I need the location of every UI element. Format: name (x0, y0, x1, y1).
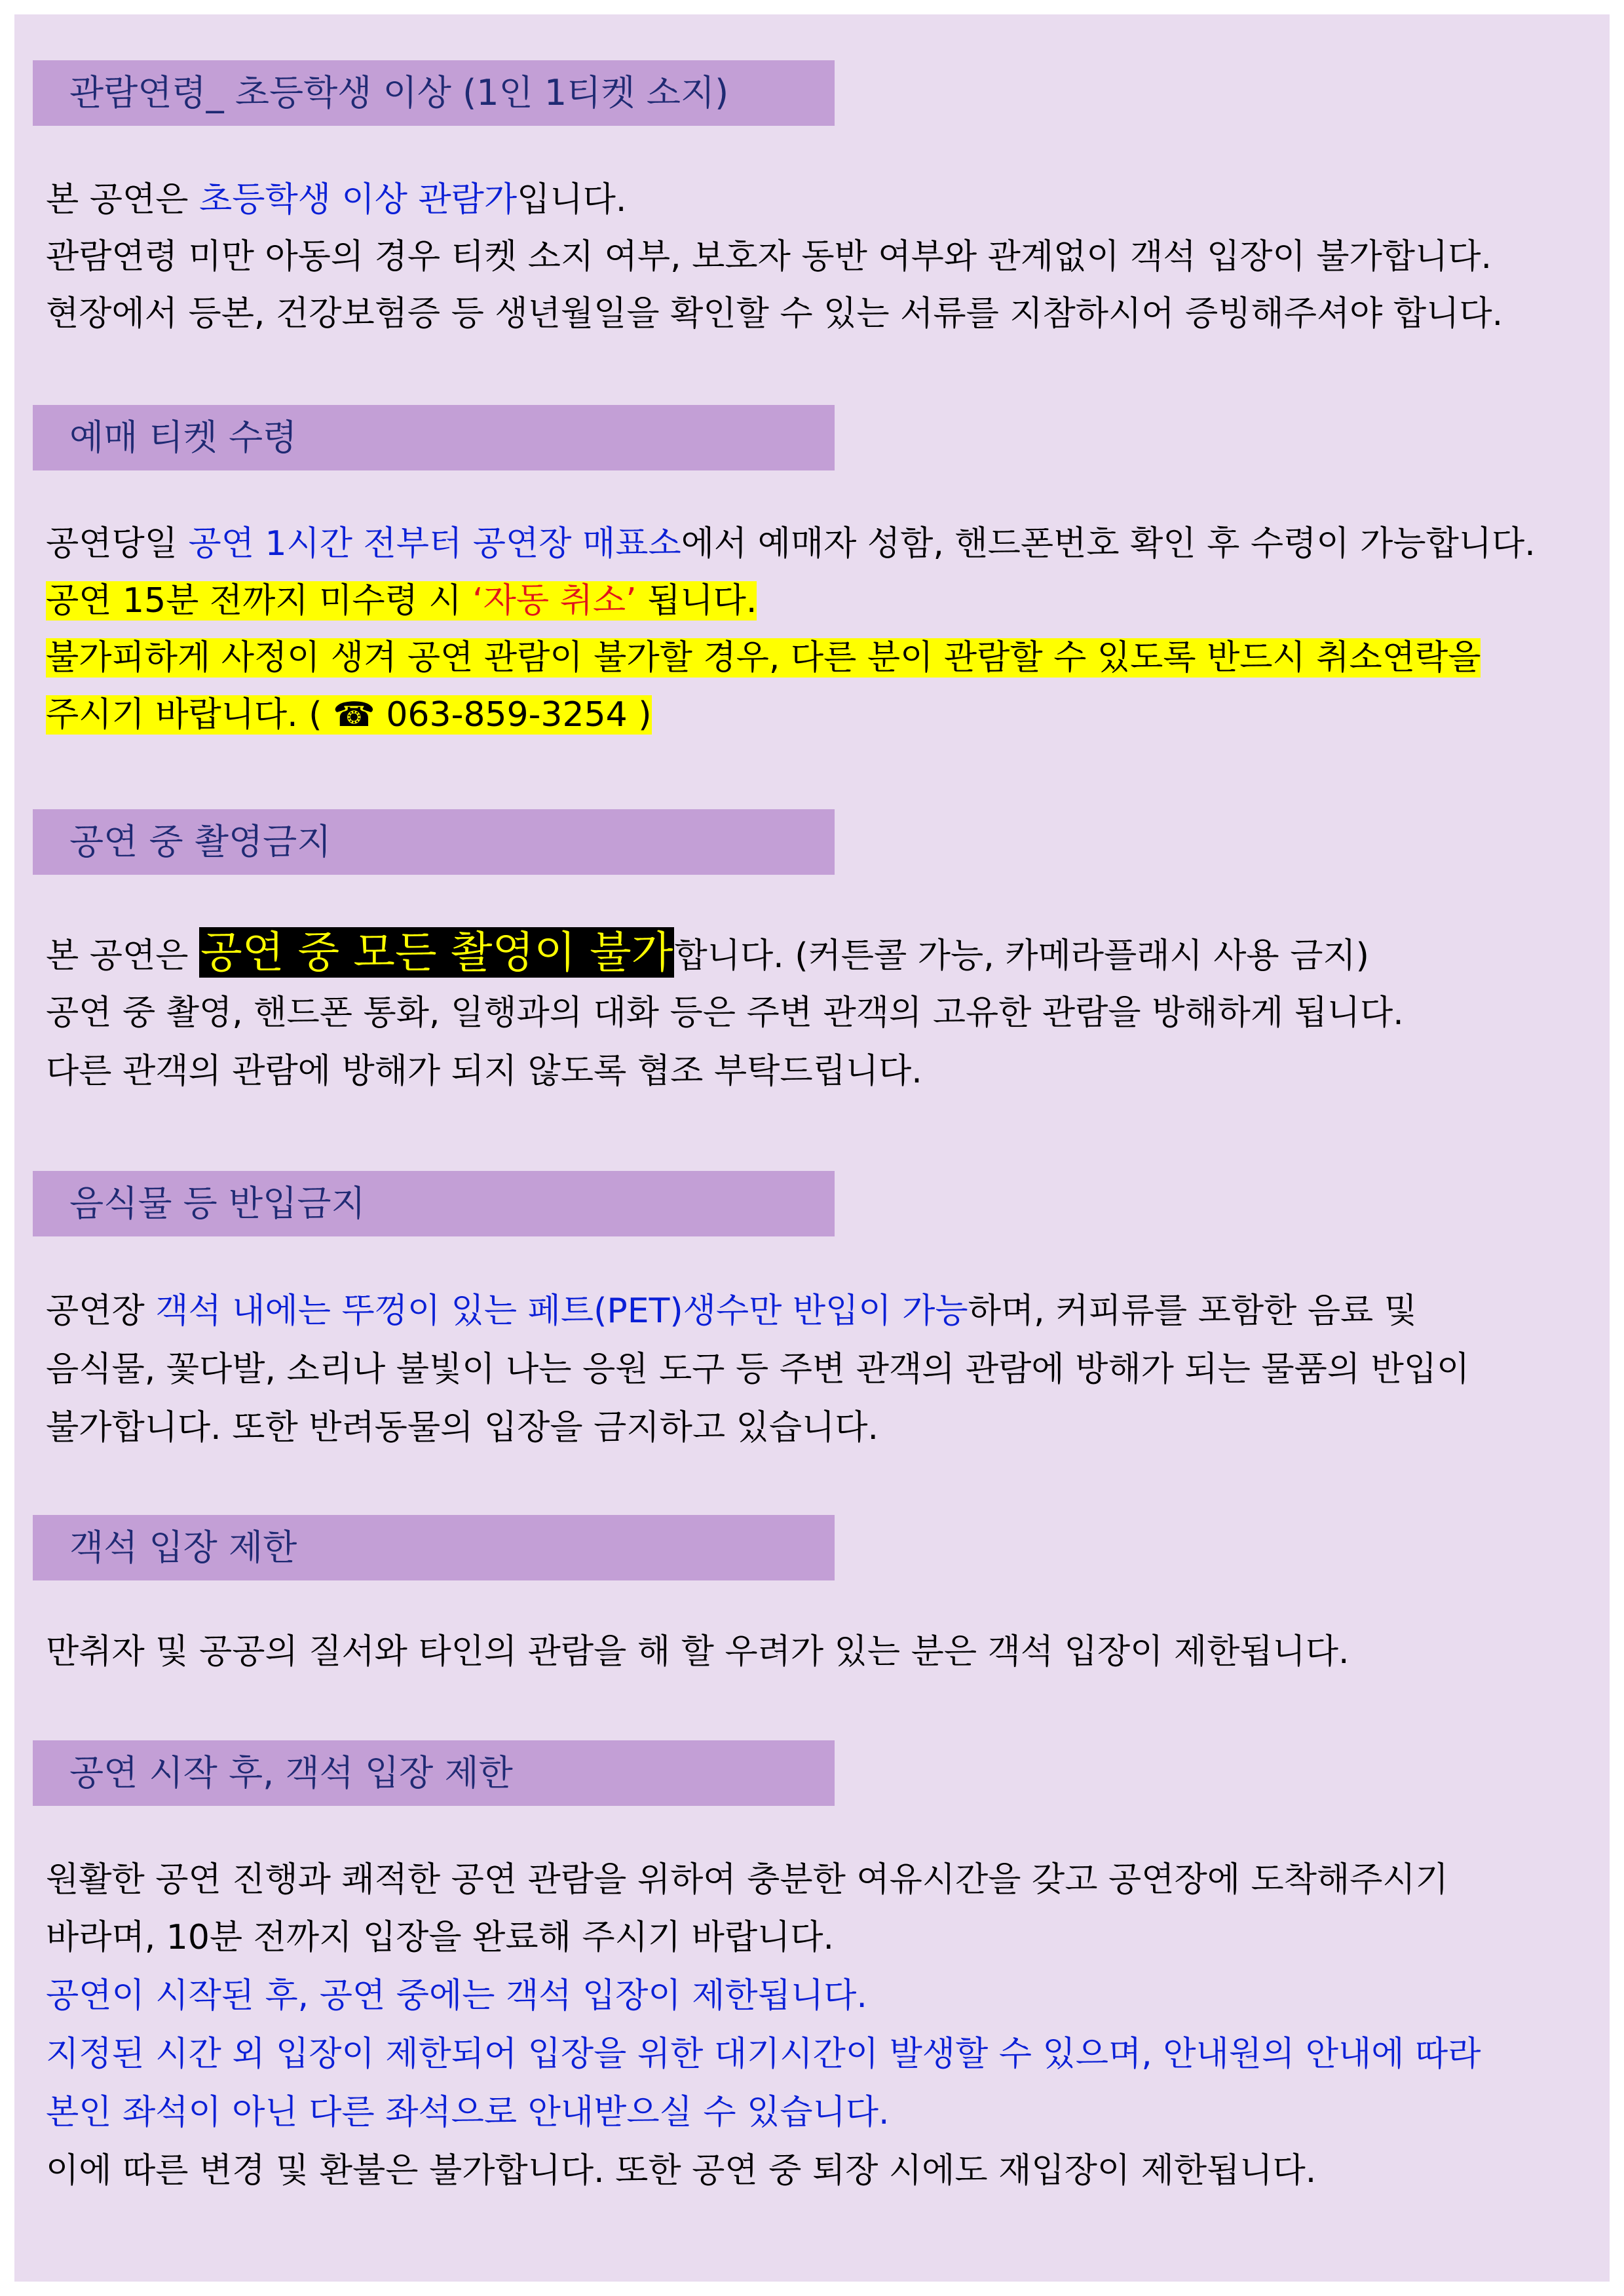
late-line-1: 원활한 공연 진행과 쾌적한 공연 관람을 위하여 충분한 여유시간을 갖고 공연장에 도착해주시기 (46, 1860, 1448, 1900)
photo-line-3: 다른 관객의 관람에 방해가 되지 않도록 협조 부탁드립니다. (46, 1052, 922, 1091)
late-line-4: 지정된 시간 외 입장이 제한되어 입장을 위한 대기시간이 발생할 수 있으며, 안내원의 안내에 따라 (46, 2035, 1481, 2074)
age-line-3: 현장에서 등본, 건강보험증 등 생년월일을 확인할 수 있는 서류를 지참하시어 증빙해주셔야 합니다. (46, 294, 1503, 334)
ticket-line-3: 불가피하게 사정이 생겨 공연 관람이 불가할 경우, 다른 분이 관람할 수 있도록 반드시 취소연락을 (46, 638, 1481, 678)
late-line-6: 이에 따른 변경 및 환불은 불가합니다. 또한 공연 중 퇴장 시에도 재입장이 제한됩니다. (46, 2151, 1317, 2191)
ticket-line-4: 주시기 바랍니다. ( ☎ 063-859-3254 ) (46, 695, 652, 735)
notice-page (14, 14, 1610, 2282)
food-line-3: 불가합니다. 또한 반려동물의 입장을 금지하고 있습니다. (46, 1408, 879, 1447)
section-heading-age: 관람연령_ 초등학생 이상 (1인 1티켓 소지) (33, 60, 835, 126)
auto-cancel-text: ‘자동 취소’ (472, 581, 637, 621)
section-heading-ticket: 예매 티켓 수령 (33, 405, 835, 470)
section-heading-late-entry: 공연 시작 후, 객석 입장 제한 (33, 1740, 835, 1806)
section-heading-food: 음식물 등 반입금지 (33, 1171, 835, 1236)
food-line-1: 공연장 객석 내에는 뚜껑이 있는 페트(PET)생수만 반입이 가능하며, 커피류를 포함한 음료 및 (46, 1292, 1418, 1331)
photo-emphasis: 공연 중 모든 촬영이 불가 (200, 927, 673, 978)
ticket-emphasis: 공연 1시간 전부터 공연장 매표소 (188, 524, 681, 564)
late-line-5: 본인 좌석이 아닌 다른 좌석으로 안내받으실 수 있습니다. (46, 2093, 890, 2132)
section-heading-photo: 공연 중 촬영금지 (33, 809, 835, 875)
food-line-2: 음식물, 꽃다발, 소리나 불빛이 나는 응원 도구 등 주변 관객의 관람에 방해가 되는 물품의 반입이 (46, 1350, 1470, 1389)
photo-line-1: 본 공연은 공연 중 모든 촬영이 불가합니다. (커튼콜 가능, 카메라플래시 사용 금지) (46, 927, 1369, 978)
late-line-2: 바라며, 10분 전까지 입장을 완료해 주시기 바랍니다. (46, 1918, 835, 1957)
age-line-1: 본 공연은 초등학생 이상 관람가입니다. (46, 180, 627, 220)
age-line-2: 관람연령 미만 아동의 경우 티켓 소지 여부, 보호자 동반 여부와 관계없이 객석 입장이 불가합니다. (46, 237, 1492, 277)
food-emphasis: 객석 내에는 뚜껑이 있는 페트(PET)생수만 반입이 가능 (155, 1292, 968, 1331)
ticket-line-1: 공연당일 공연 1시간 전부터 공연장 매표소에서 예매자 성함, 핸드폰번호 확인 후 수령이 가능합니다. (46, 524, 1536, 564)
age-emphasis: 초등학생 이상 관람가 (199, 180, 518, 220)
ticket-line-2: 공연 15분 전까지 미수령 시 ‘자동 취소’ 됩니다. (46, 581, 757, 621)
section-heading-entry-limit: 객석 입장 제한 (33, 1515, 835, 1580)
late-line-3: 공연이 시작된 후, 공연 중에는 객석 입장이 제한됩니다. (46, 1976, 867, 2016)
entry-limit-line-1: 만취자 및 공공의 질서와 타인의 관람을 해 할 우려가 있는 분은 객석 입장이 제한됩니다. (46, 1632, 1350, 1672)
photo-line-2: 공연 중 촬영, 핸드폰 통화, 일행과의 대화 등은 주변 관객의 고유한 관람을 방해하게 됩니다. (46, 993, 1404, 1033)
